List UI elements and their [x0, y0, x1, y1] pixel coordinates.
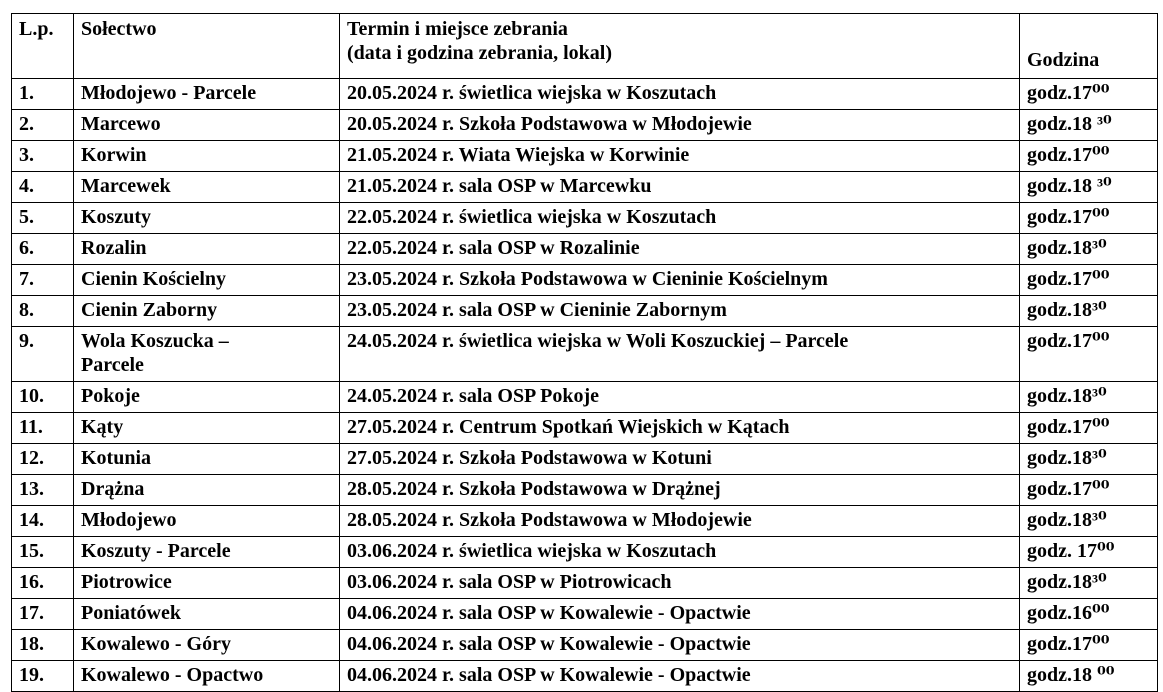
- table-row: [12, 599, 1158, 630]
- table-row: [12, 327, 1158, 382]
- cell-solectwo-line1: Wola Koszucka –: [81, 330, 229, 352]
- table-row: [12, 568, 1158, 599]
- cell-lp: 4.: [12, 172, 74, 203]
- cell-lp: 9.: [12, 327, 74, 382]
- cell-godzina: godz.18 ³⁰: [1020, 110, 1158, 141]
- cell-termin: 04.06.2024 r. sala OSP w Kowalewie - Opactwie: [340, 661, 1020, 692]
- cell-termin: 20.05.2024 r. świetlica wiejska w Koszutach: [340, 79, 1020, 110]
- cell-solectwo: Koszuty - Parcele: [74, 537, 340, 568]
- cell-solectwo: Piotrowice: [74, 568, 340, 599]
- cell-solectwo: Cienin Kościelny: [74, 265, 340, 296]
- table-row: [12, 506, 1158, 537]
- cell-solectwo: Korwin: [74, 141, 340, 172]
- cell-godzina: godz.18³⁰: [1020, 444, 1158, 475]
- cell-termin: 04.06.2024 r. sala OSP w Kowalewie - Opactwie: [340, 599, 1020, 630]
- cell-termin: 21.05.2024 r. Wiata Wiejska w Korwinie: [340, 141, 1020, 172]
- cell-godzina: godz.17⁰⁰: [1020, 203, 1158, 234]
- cell-termin: 22.05.2024 r. świetlica wiejska w Koszutach: [340, 203, 1020, 234]
- cell-termin: 23.05.2024 r. Szkoła Podstawowa w Cieninie Kościelnym: [340, 265, 1020, 296]
- table-row: [12, 110, 1158, 141]
- cell-lp: 1.: [12, 79, 74, 110]
- cell-solectwo: Młodojewo - Parcele: [74, 79, 340, 110]
- cell-lp: 16.: [12, 568, 74, 599]
- header-termin-line1: Termin i miejsce zebrania: [347, 18, 568, 40]
- header-godzina: Godzina: [1020, 14, 1158, 79]
- cell-solectwo: [74, 327, 340, 382]
- cell-termin: 24.05.2024 r. sala OSP Pokoje: [340, 382, 1020, 413]
- cell-solectwo: Marcewek: [74, 172, 340, 203]
- cell-lp: 7.: [12, 265, 74, 296]
- table-header: [12, 14, 1158, 79]
- cell-lp: 8.: [12, 296, 74, 327]
- cell-solectwo: Kotunia: [74, 444, 340, 475]
- cell-lp: 6.: [12, 234, 74, 265]
- table-row: [12, 413, 1158, 444]
- table-row: [12, 475, 1158, 506]
- cell-termin: 03.06.2024 r. sala OSP w Piotrowicach: [340, 568, 1020, 599]
- cell-lp: 11.: [12, 413, 74, 444]
- cell-lp: 14.: [12, 506, 74, 537]
- table-row: [12, 444, 1158, 475]
- cell-godzina: godz.18³⁰: [1020, 382, 1158, 413]
- table-row: [12, 296, 1158, 327]
- table-row: [12, 203, 1158, 234]
- cell-termin: 21.05.2024 r. sala OSP w Marcewku: [340, 172, 1020, 203]
- cell-termin: 04.06.2024 r. sala OSP w Kowalewie - Opactwie: [340, 630, 1020, 661]
- table-row: [12, 79, 1158, 110]
- cell-lp: 19.: [12, 661, 74, 692]
- header-solectwo: Sołectwo: [74, 14, 340, 79]
- cell-godzina: godz.18 ³⁰: [1020, 172, 1158, 203]
- table-row: [12, 537, 1158, 568]
- cell-lp: 5.: [12, 203, 74, 234]
- cell-godzina: godz.17⁰⁰: [1020, 413, 1158, 444]
- cell-solectwo: Koszuty: [74, 203, 340, 234]
- cell-lp: 10.: [12, 382, 74, 413]
- table-row: [12, 382, 1158, 413]
- cell-godzina: godz.16⁰⁰: [1020, 599, 1158, 630]
- cell-termin: 03.06.2024 r. świetlica wiejska w Koszutach: [340, 537, 1020, 568]
- cell-termin: 28.05.2024 r. Szkoła Podstawowa w Drążnej: [340, 475, 1020, 506]
- cell-lp: 12.: [12, 444, 74, 475]
- cell-godzina: godz.17⁰⁰: [1020, 475, 1158, 506]
- cell-godzina: godz.18 ⁰⁰: [1020, 661, 1158, 692]
- cell-lp: 18.: [12, 630, 74, 661]
- cell-solectwo: Kowalewo - Góry: [74, 630, 340, 661]
- cell-termin: 20.05.2024 r. Szkoła Podstawowa w Młodojewie: [340, 110, 1020, 141]
- meetings-table: [11, 13, 1158, 692]
- cell-godzina: godz.17⁰⁰: [1020, 141, 1158, 172]
- cell-solectwo: Kąty: [74, 413, 340, 444]
- cell-lp: 3.: [12, 141, 74, 172]
- cell-godzina: godz.17⁰⁰: [1020, 265, 1158, 296]
- table-row: [12, 234, 1158, 265]
- table-row: [12, 265, 1158, 296]
- cell-godzina: godz. 17⁰⁰: [1020, 537, 1158, 568]
- cell-solectwo-line2: Parcele: [81, 354, 144, 376]
- table-row: [12, 661, 1158, 692]
- cell-solectwo: Kowalewo - Opactwo: [74, 661, 340, 692]
- cell-termin: 27.05.2024 r. Centrum Spotkań Wiejskich w Kątach: [340, 413, 1020, 444]
- table-row: [12, 141, 1158, 172]
- cell-solectwo: Cienin Zaborny: [74, 296, 340, 327]
- header-termin: [340, 14, 1020, 79]
- cell-termin: 24.05.2024 r. świetlica wiejska w Woli Koszuckiej – Parcele: [340, 327, 1020, 382]
- cell-godzina: godz.18³⁰: [1020, 296, 1158, 327]
- cell-lp: 17.: [12, 599, 74, 630]
- cell-godzina: godz.18³⁰: [1020, 506, 1158, 537]
- cell-termin: 28.05.2024 r. Szkoła Podstawowa w Młodojewie: [340, 506, 1020, 537]
- cell-solectwo: Drążna: [74, 475, 340, 506]
- cell-solectwo: Młodojewo: [74, 506, 340, 537]
- cell-solectwo: Rozalin: [74, 234, 340, 265]
- cell-godzina: godz.17⁰⁰: [1020, 327, 1158, 382]
- cell-solectwo: Pokoje: [74, 382, 340, 413]
- cell-godzina: godz.18³⁰: [1020, 234, 1158, 265]
- cell-solectwo: Poniatówek: [74, 599, 340, 630]
- table-row: [12, 172, 1158, 203]
- table-body: [12, 79, 1158, 692]
- header-lp: L.p.: [12, 14, 74, 79]
- cell-godzina: godz.18³⁰: [1020, 568, 1158, 599]
- cell-solectwo: Marcewo: [74, 110, 340, 141]
- cell-termin: 27.05.2024 r. Szkoła Podstawowa w Kotuni: [340, 444, 1020, 475]
- cell-godzina: godz.17⁰⁰: [1020, 79, 1158, 110]
- cell-godzina: godz.17⁰⁰: [1020, 630, 1158, 661]
- header-row: [12, 14, 1158, 79]
- cell-termin: 23.05.2024 r. sala OSP w Cieninie Zabornym: [340, 296, 1020, 327]
- cell-lp: 15.: [12, 537, 74, 568]
- cell-lp: 13.: [12, 475, 74, 506]
- cell-lp: 2.: [12, 110, 74, 141]
- cell-termin: 22.05.2024 r. sala OSP w Rozalinie: [340, 234, 1020, 265]
- header-termin-line2: (data i godzina zebrania, lokal): [347, 42, 613, 64]
